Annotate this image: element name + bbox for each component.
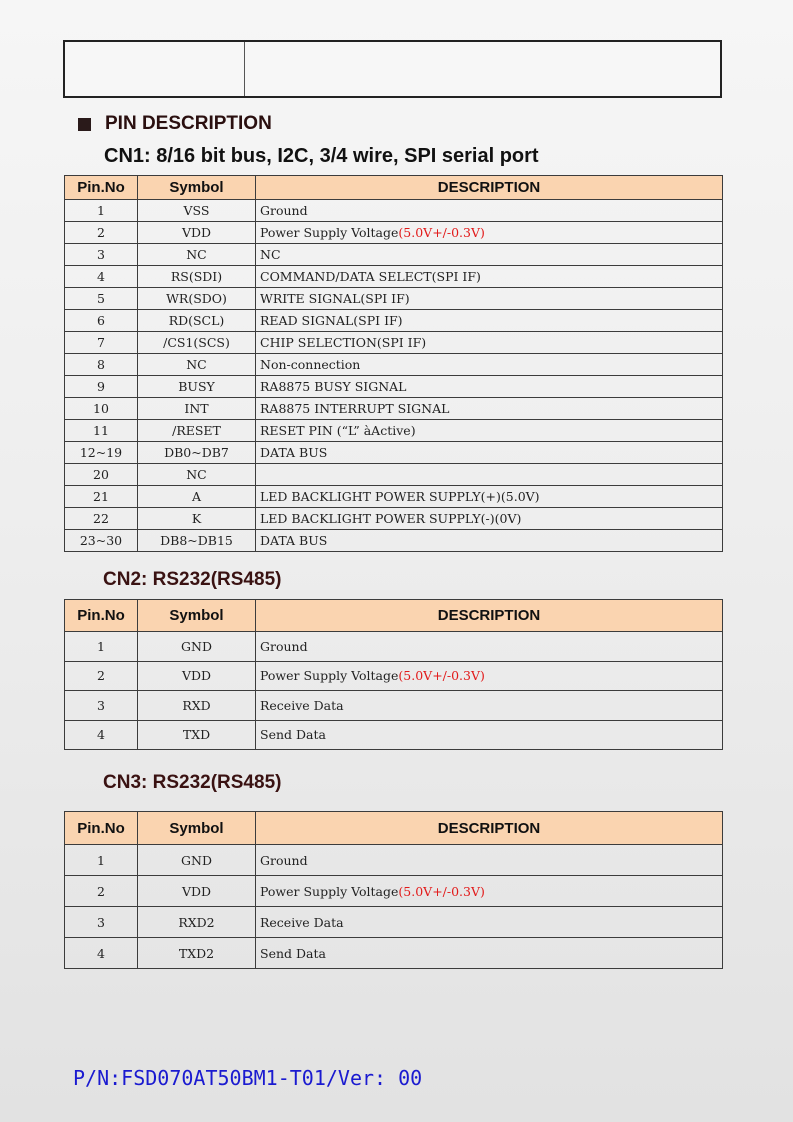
table-row	[65, 530, 723, 552]
pin-number-cell: 12~19	[65, 442, 138, 464]
table-row	[65, 876, 723, 907]
table-header-row	[65, 812, 723, 845]
description-text: Power Supply Voltage	[260, 225, 399, 240]
pin-number-cell: 3	[65, 691, 138, 721]
table-row	[65, 376, 723, 398]
header-box	[63, 40, 722, 98]
description-cell	[256, 720, 723, 750]
symbol-cell: A	[138, 486, 256, 508]
pin-number-cell: 3	[65, 907, 138, 938]
table-row	[65, 200, 723, 222]
table-row	[65, 310, 723, 332]
pin-number-cell: 23~30	[65, 530, 138, 552]
voltage-spec: (5.0V+/-0.3V)	[398, 668, 485, 684]
symbol-cell: VDD	[138, 661, 256, 691]
symbol-cell: TXD	[138, 720, 256, 750]
table-row	[65, 398, 723, 420]
symbol-cell: RD(SCL)	[138, 310, 256, 332]
description-cell	[256, 486, 723, 508]
symbol-cell: NC	[138, 464, 256, 486]
voltage-spec: (5.0V+/-0.3V)	[398, 883, 485, 899]
description-cell	[256, 530, 723, 552]
description-text: Power Supply Voltage	[260, 883, 399, 899]
description-cell	[256, 420, 723, 442]
symbol-cell: NC	[138, 244, 256, 266]
description-cell	[256, 200, 723, 222]
description-header: DESCRIPTION	[256, 812, 723, 845]
cn3-table-body	[65, 845, 723, 969]
description-cell	[256, 876, 723, 907]
header-box-divider	[244, 42, 245, 96]
description-text: Receive Data	[260, 697, 344, 713]
symbol-cell: TXD2	[138, 938, 256, 969]
description-cell	[256, 845, 723, 876]
description-text: LED BACKLIGHT POWER SUPPLY(+)(5.0V)	[260, 489, 540, 504]
pin-number-cell: 8	[65, 354, 138, 376]
table-header-row	[65, 600, 723, 632]
table-row	[65, 720, 723, 750]
description-cell	[256, 632, 723, 662]
symbol-cell: NC	[138, 354, 256, 376]
pin-number-cell: 7	[65, 332, 138, 354]
pin-number-cell: 2	[65, 222, 138, 244]
symbol-cell: DB8~DB15	[138, 530, 256, 552]
pin-number-cell: 10	[65, 398, 138, 420]
pin-number-cell: 11	[65, 420, 138, 442]
pin-number-cell: 3	[65, 244, 138, 266]
description-text: COMMAND/DATA SELECT(SPI IF)	[260, 269, 481, 284]
description-cell	[256, 938, 723, 969]
section-title	[78, 113, 272, 135]
symbol-cell: K	[138, 508, 256, 530]
description-text: Power Supply Voltage	[260, 668, 399, 684]
description-text: RA8875 BUSY SIGNAL	[260, 379, 407, 394]
symbol-header: Symbol	[138, 600, 256, 632]
pin-number-cell: 6	[65, 310, 138, 332]
pin-no-header: Pin.No	[65, 600, 138, 632]
symbol-header: Symbol	[138, 176, 256, 200]
description-text: WRITE SIGNAL(SPI IF)	[260, 291, 410, 306]
symbol-cell: GND	[138, 632, 256, 662]
voltage-spec: (5.0V+/-0.3V)	[398, 225, 485, 240]
description-text: DATA BUS	[260, 533, 328, 548]
cn1-table	[64, 175, 723, 552]
description-header: DESCRIPTION	[256, 176, 723, 200]
description-text: Ground	[260, 852, 308, 868]
cn2-table	[64, 599, 723, 750]
pin-number-cell: 22	[65, 508, 138, 530]
pin-number-cell: 20	[65, 464, 138, 486]
table-row	[65, 845, 723, 876]
table-row	[65, 244, 723, 266]
description-text: RESET PIN (“L” àActive)	[260, 423, 416, 438]
description-text: CHIP SELECTION(SPI IF)	[260, 335, 427, 350]
description-text: Ground	[260, 638, 308, 654]
section-title-text: PIN DESCRIPTION	[105, 113, 272, 134]
symbol-cell: BUSY	[138, 376, 256, 398]
table-row	[65, 332, 723, 354]
pin-number-cell: 1	[65, 200, 138, 222]
pin-number-cell: 5	[65, 288, 138, 310]
table-row	[65, 691, 723, 721]
cn3-heading: CN3: RS232(RS485)	[103, 772, 282, 793]
description-text: Send Data	[260, 727, 326, 743]
description-cell	[256, 222, 723, 244]
table-row	[65, 442, 723, 464]
cn2-heading: CN2: RS232(RS485)	[103, 569, 282, 590]
cn3-table	[64, 811, 723, 969]
description-cell	[256, 354, 723, 376]
table-header-row	[65, 176, 723, 200]
pin-no-header: Pin.No	[65, 176, 138, 200]
symbol-cell: VDD	[138, 876, 256, 907]
symbol-cell: GND	[138, 845, 256, 876]
description-cell	[256, 332, 723, 354]
cn2-table-body	[65, 632, 723, 750]
description-cell	[256, 661, 723, 691]
symbol-cell: VSS	[138, 200, 256, 222]
table-row	[65, 661, 723, 691]
description-text: DATA BUS	[260, 445, 328, 460]
symbol-cell: RS(SDI)	[138, 266, 256, 288]
table-row	[65, 632, 723, 662]
table-row	[65, 288, 723, 310]
table-row	[65, 222, 723, 244]
table-row	[65, 938, 723, 969]
part-number-footer: P/N:FSD070AT50BM1-T01/Ver: 00	[73, 1066, 423, 1090]
description-text: Ground	[260, 203, 308, 218]
cn1-table-body	[65, 200, 723, 552]
table-row	[65, 486, 723, 508]
description-text: READ SIGNAL(SPI IF)	[260, 313, 403, 328]
symbol-header: Symbol	[138, 812, 256, 845]
pin-no-header: Pin.No	[65, 812, 138, 845]
symbol-cell: WR(SDO)	[138, 288, 256, 310]
description-text: RA8875 INTERRUPT SIGNAL	[260, 401, 450, 416]
cn1-heading: CN1: 8/16 bit bus, I2C, 3/4 wire, SPI serial port	[104, 145, 539, 167]
description-text: NC	[260, 247, 281, 262]
symbol-cell: VDD	[138, 222, 256, 244]
description-text: LED BACKLIGHT POWER SUPPLY(-)(0V)	[260, 511, 522, 526]
pin-number-cell: 4	[65, 720, 138, 750]
description-cell	[256, 464, 723, 486]
description-cell	[256, 310, 723, 332]
description-cell	[256, 376, 723, 398]
description-cell	[256, 266, 723, 288]
table-row	[65, 907, 723, 938]
description-text: Send Data	[260, 945, 326, 961]
symbol-cell: DB0~DB7	[138, 442, 256, 464]
pin-number-cell: 2	[65, 661, 138, 691]
table-row	[65, 420, 723, 442]
description-cell	[256, 508, 723, 530]
description-text: Non-connection	[260, 357, 361, 372]
pin-number-cell: 4	[65, 266, 138, 288]
table-row	[65, 354, 723, 376]
pin-number-cell: 4	[65, 938, 138, 969]
pin-number-cell: 9	[65, 376, 138, 398]
description-cell	[256, 907, 723, 938]
symbol-cell: /RESET	[138, 420, 256, 442]
description-cell	[256, 288, 723, 310]
description-cell	[256, 442, 723, 464]
description-cell	[256, 691, 723, 721]
description-header: DESCRIPTION	[256, 600, 723, 632]
table-row	[65, 464, 723, 486]
table-row	[65, 266, 723, 288]
pin-number-cell: 21	[65, 486, 138, 508]
table-row	[65, 508, 723, 530]
symbol-cell: RXD2	[138, 907, 256, 938]
pin-number-cell: 1	[65, 845, 138, 876]
pin-number-cell: 2	[65, 876, 138, 907]
description-cell	[256, 398, 723, 420]
symbol-cell: RXD	[138, 691, 256, 721]
bullet-square-icon	[78, 118, 91, 131]
description-cell	[256, 244, 723, 266]
symbol-cell: /CS1(SCS)	[138, 332, 256, 354]
description-text: Receive Data	[260, 914, 344, 930]
pin-number-cell: 1	[65, 632, 138, 662]
symbol-cell: INT	[138, 398, 256, 420]
